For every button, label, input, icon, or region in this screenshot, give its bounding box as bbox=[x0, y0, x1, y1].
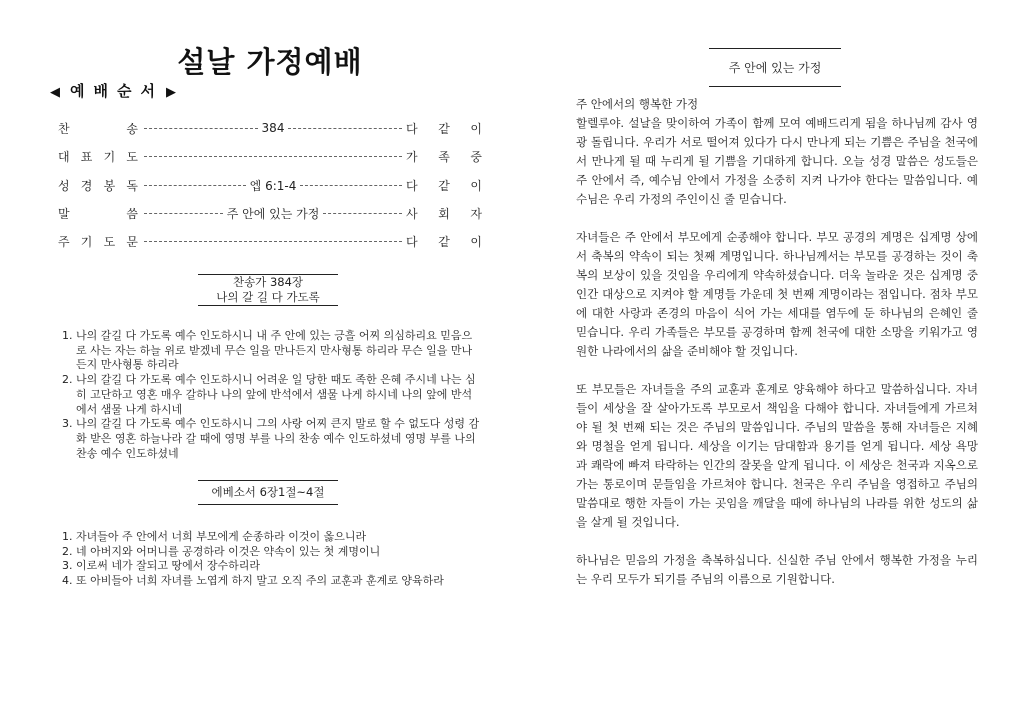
sermon-body bbox=[576, 95, 978, 608]
sermon-paragraph: 자녀들은 주 안에서 부모에게 순종해야 합니다. 부모 공경의 계명은 십계명 상에서 축복의 약속이 되는 첫째 계명입니다. 하나님께서는 부모를 공경하는 것이 축복의 보상이 있을 것임을 우리에게 약속하셨습니다. 더욱 놀라운 것은 십계명 중 인간 대상으로 지켜야 할 계명들 가운데 첫 번째 계명이라는 점입니다. 점차 부모에 대한 사랑과 존경의 마음이 식어 가는 세대를 염두에 둔 하나님의 은혜인 줄 믿습니다. 우리 가족들은 부모를 공경하며 함께 천국에 대한 소망을 키워가고 영원한 나라에서의 삶을 준비해야 할 것입니다. bbox=[576, 230, 978, 358]
order-leader bbox=[138, 121, 406, 135]
order-row-reading bbox=[58, 175, 482, 195]
order-leader bbox=[138, 156, 406, 157]
order-row-prayer bbox=[58, 146, 482, 166]
scripture-title: 에베소서 6장1절~4절 bbox=[211, 485, 325, 499]
hymn-lyrics bbox=[62, 329, 482, 461]
scripture-verse: 1. 자녀들아 주 안에서 너희 부모에게 순종하라 이것이 옳으니라 bbox=[76, 530, 482, 545]
sermon-paragraph: 하나님은 믿음의 가정을 축복하십니다. 신실한 주님 안에서 행복한 가정을 누리는 우리 모두가 되기를 주님의 이름으로 기원합니다. bbox=[576, 553, 978, 586]
order-label: 대 표 기 도 bbox=[58, 149, 138, 164]
order-performer: 다 같 이 bbox=[406, 178, 482, 193]
hymn-verse: 1. 나의 갈길 다 가도록 예수 인도하시니 내 주 안에 있는 긍흘 어찌 의심하리요 믿음으로 사는 자는 하늘 위로 받겠네 무슨 일을 만나든지 만사형통 하리라 무슨 일을 만나든지 만사형통 하리라 bbox=[76, 329, 482, 373]
order-header-label: 예배순서 bbox=[70, 82, 164, 100]
order-label: 말 씀 bbox=[58, 206, 138, 221]
scripture-verses bbox=[62, 530, 482, 589]
scripture-heading bbox=[198, 480, 338, 505]
leader-dots bbox=[323, 213, 402, 214]
hymn-verse: 2. 나의 갈길 다 가도록 예수 인도하시니 어려운 일 당한 때도 족한 은혜 주시네 나는 심히 고단하고 영혼 매우 갈하나 나의 앞에 반석에서 샘물 나게 하시네 나의 앞에 반석에서 샘물 나게 하시네 bbox=[76, 373, 482, 417]
order-leader bbox=[138, 177, 406, 194]
order-label: 주 기 도 문 bbox=[58, 234, 138, 249]
hymn-subtitle: 나의 갈 길 다 가도록 bbox=[216, 290, 320, 304]
leader-dots bbox=[144, 213, 223, 214]
page-title: 설날 가정예배 bbox=[177, 45, 363, 79]
leader-dots bbox=[300, 185, 402, 186]
rule bbox=[198, 305, 338, 306]
left-triangle-icon: ◀ bbox=[50, 85, 60, 100]
scripture-verse: 3. 이로써 네가 잘되고 땅에서 장수하리라 bbox=[76, 559, 482, 574]
order-item: 엡 6:1-4 bbox=[249, 178, 297, 193]
leader-dots bbox=[144, 128, 258, 129]
order-performer: 가 족 중 bbox=[406, 149, 482, 164]
leader-dots bbox=[288, 128, 402, 129]
leader-dots bbox=[144, 241, 402, 242]
sermon-paragraph: 할렐루야. 설날을 맞이하여 가족이 함께 모여 예배드리게 됨을 하나님께 감사 영광 돌립니다. 우리가 서로 떨어져 있다가 다시 만나게 되는 기쁨은 주님을 천국에서 만나게 될 때 누리게 될 기쁨을 기대하게 합니다. 오늘 성경 말씀은 성도들은 주 안에서 즉, 예수님 안에서 가정을 소중히 지켜 나가야 한다는 말씀입니다. 예수님은 우리 가정의 주인이신 줄 믿습니다. bbox=[576, 116, 978, 206]
hymn-title: 찬송가 384장 bbox=[232, 275, 304, 289]
order-leader bbox=[138, 241, 406, 242]
order-performer: 다 같 이 bbox=[406, 234, 482, 249]
order-performer: 다 같 이 bbox=[406, 121, 482, 136]
order-row-sermon bbox=[58, 203, 482, 223]
rule bbox=[198, 504, 338, 505]
order-label: 성 경 봉 독 bbox=[58, 178, 138, 193]
sermon-title: 주 안에 있는 가정 bbox=[728, 61, 822, 75]
order-header bbox=[50, 80, 176, 101]
order-performer: 사 회 자 bbox=[406, 206, 482, 221]
leader-dots bbox=[144, 156, 402, 157]
sermon-paragraph: 또 부모들은 자녀들을 주의 교훈과 훈계로 양육해야 하다고 말씀하십니다. 자녀들이 세상을 잘 살아가도록 부모로서 책임을 다해야 합니다. 자녀들에게 가르쳐야 될 첫 번째 되는 것은 주님의 말씀입니다. 주님의 말씀을 통해 자녀들은 지혜와 명철을 얻게 됩니다. 세상을 이기는 담대함과 용기를 얻게 됩니다. 세상 욕망과 쾌락에 빠져 타락하는 인간의 잘못을 알게 됩니다. 이 세상은 천국과 지옥으로 가는 통로이며 문들임을 가르쳐야 합니다. 천국은 우리 주님을 영접하고 주님의 말씀대로 행한 자들이 가는 곳임을 깨달을 때에 하나님의 나라를 위한 성도의 삶을 살게 될 것입니다. bbox=[576, 382, 978, 529]
order-item: 주 안에 있는 가정 bbox=[226, 206, 320, 221]
order-label: 찬 송 bbox=[58, 121, 138, 136]
hymn-heading bbox=[198, 274, 338, 306]
leader-dots bbox=[144, 185, 246, 186]
order-row-lords-prayer bbox=[58, 231, 482, 251]
scripture-verse: 2. 네 아버지와 어머니를 공경하라 이것은 약속이 있는 첫 계명이니 bbox=[76, 545, 482, 560]
sermon-heading bbox=[709, 48, 841, 87]
rule bbox=[709, 86, 841, 87]
scripture-verse: 4. 또 아비들아 너희 자녀를 노엽게 하지 말고 오직 주의 교훈과 훈계로 양육하라 bbox=[76, 574, 482, 589]
right-triangle-icon: ▶ bbox=[165, 85, 176, 100]
sermon-subheading: 주 안에서의 행복한 가정 bbox=[576, 97, 699, 111]
hymn-verse: 3. 나의 갈길 다 가도록 예수 인도하시니 그의 사랑 어찌 큰지 말로 할 수 없도다 성령 감화 받은 영혼 하늘나라 갈 때에 영명 부를 나의 찬송 예수 인도하셨네 영명 부를 나의 찬송 예수 인도하셨네 bbox=[76, 417, 482, 461]
order-row-hymn bbox=[58, 118, 482, 138]
order-leader bbox=[138, 205, 406, 222]
order-item: 384 bbox=[261, 121, 285, 135]
